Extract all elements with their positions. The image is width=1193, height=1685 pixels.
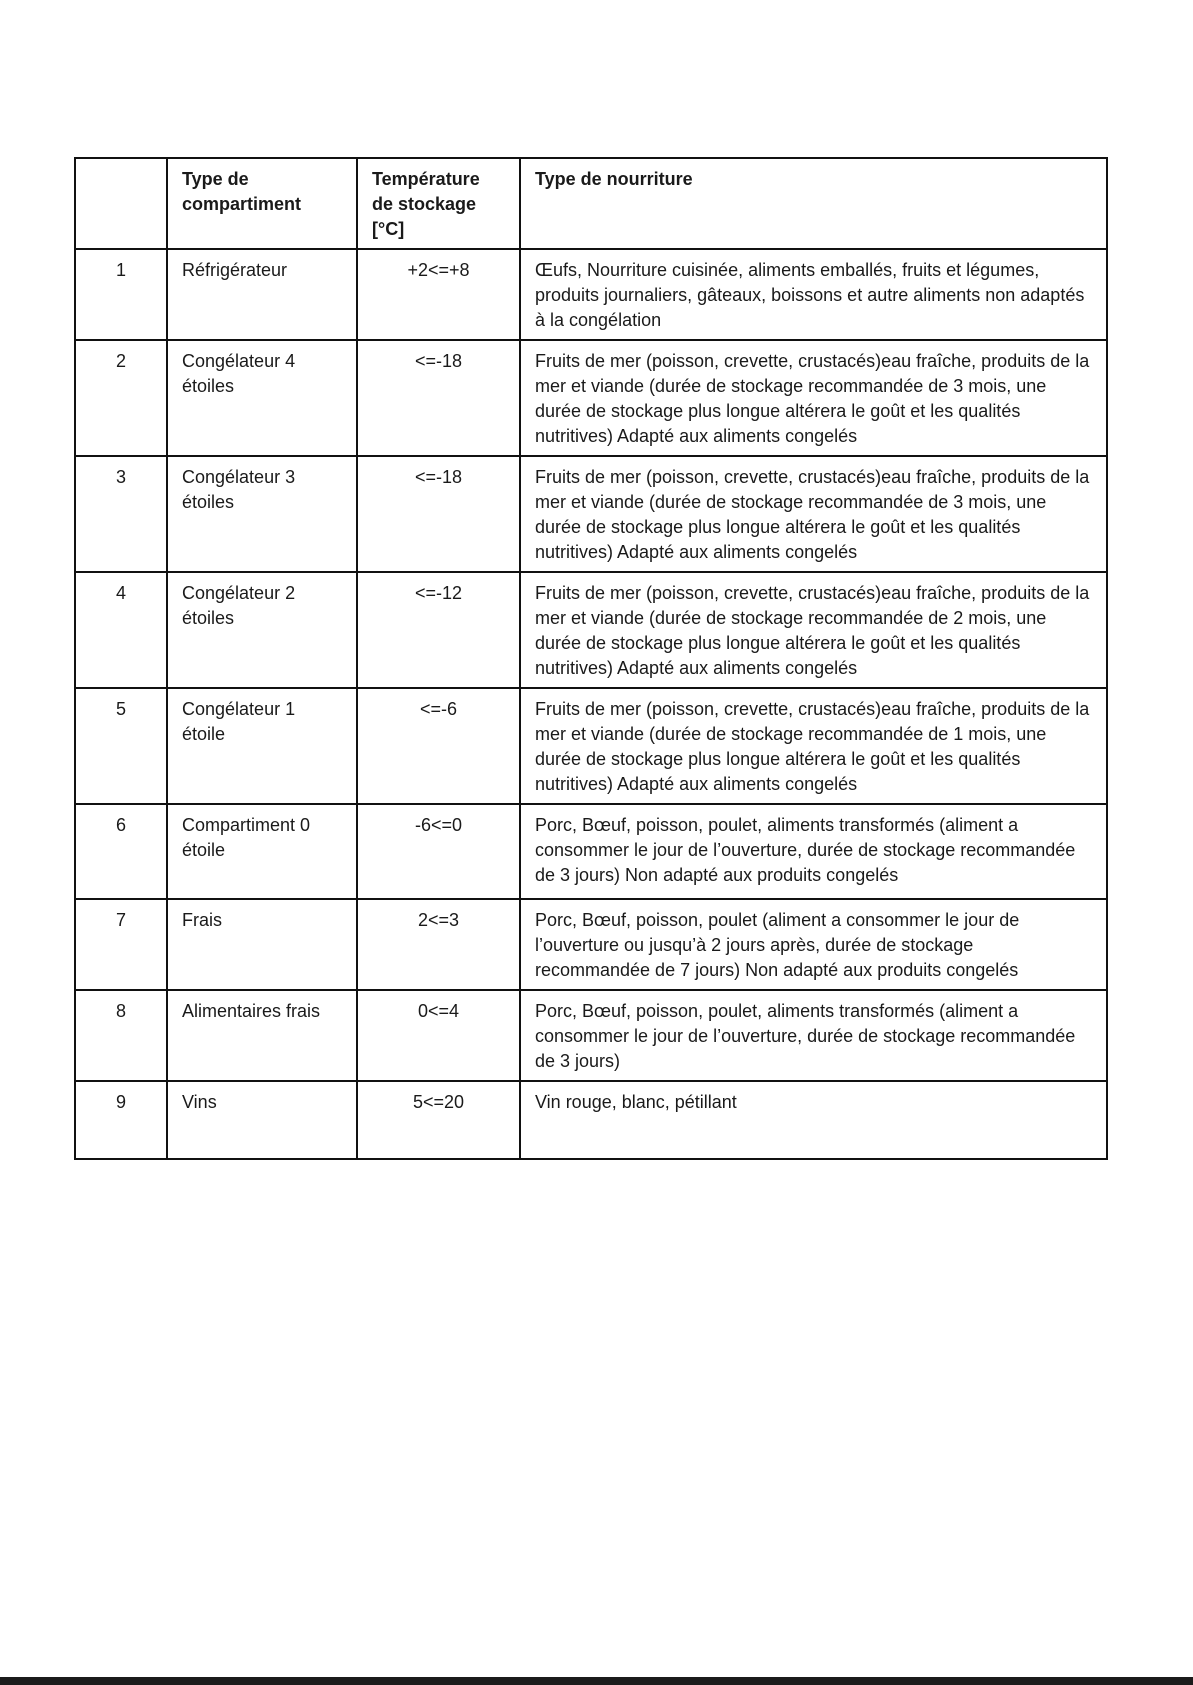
table-header-row [75,158,1107,249]
storage-temperature: +2<=+8 [357,249,520,340]
row-number: 1 [75,249,167,340]
storage-temperature: <=-18 [357,340,520,456]
row-number: 4 [75,572,167,688]
food-type: Vin rouge, blanc, pétillant [520,1081,1107,1159]
storage-temperature: <=-18 [357,456,520,572]
table-row [75,572,1107,688]
storage-temperature: 5<=20 [357,1081,520,1159]
table-row [75,990,1107,1081]
storage-temperature: <=-6 [357,688,520,804]
storage-temperature: 0<=4 [357,990,520,1081]
table-row [75,804,1107,899]
header-num [75,158,167,249]
table-row [75,899,1107,990]
food-type: Fruits de mer (poisson, crevette, crustacés)eau fraîche, produits de la mer et viande (durée de stockage recommandée de 1 mois, une durée de stockage plus longue altérera le goût et les qualités nutritives) Adapté aux aliments congelés [520,688,1107,804]
header-compartment-type: Type de compartiment [167,158,357,249]
food-type: Porc, Bœuf, poisson, poulet, aliments transformés (aliment a consommer le jour de l’ouverture, durée de stockage recommandée de 3 jours) Non adapté aux produits congelés [520,804,1107,899]
compartment-type: Congélateur 3 étoiles [167,456,357,572]
storage-temperature: <=-12 [357,572,520,688]
food-type: Porc, Bœuf, poisson, poulet (aliment a consommer le jour de l’ouverture ou jusqu’à 2 jours après, durée de stockage recommandée de 7 jours) Non adapté aux produits congelés [520,899,1107,990]
table-row [75,340,1107,456]
table-row [75,1081,1107,1159]
compartment-type: Compartiment 0 étoile [167,804,357,899]
storage-temperature: -6<=0 [357,804,520,899]
table-row [75,249,1107,340]
storage-temperature: 2<=3 [357,899,520,990]
food-type: Fruits de mer (poisson, crevette, crustacés)eau fraîche, produits de la mer et viande (durée de stockage recommandée de 2 mois, une durée de stockage plus longue altérera le goût et les qualités nutritives) Adapté aux aliments congelés [520,572,1107,688]
table-row [75,688,1107,804]
food-type: Porc, Bœuf, poisson, poulet, aliments transformés (aliment a consommer le jour de l’ouverture, durée de stockage recommandée de 3 jours) [520,990,1107,1081]
row-number: 3 [75,456,167,572]
compartment-type: Congélateur 2 étoiles [167,572,357,688]
header-food-type: Type de nourriture [520,158,1107,249]
row-number: 9 [75,1081,167,1159]
food-type: Œufs, Nourriture cuisinée, aliments emballés, fruits et légumes, produits journaliers, gâteaux, boissons et autre aliments non adaptés à la congélation [520,249,1107,340]
food-type: Fruits de mer (poisson, crevette, crustacés)eau fraîche, produits de la mer et viande (durée de stockage recommandée de 3 mois, une durée de stockage plus longue altérera le goût et les qualités nutritives) Adapté aux aliments congelés [520,456,1107,572]
table-row [75,456,1107,572]
food-type: Fruits de mer (poisson, crevette, crustacés)eau fraîche, produits de la mer et viande (durée de stockage recommandée de 3 mois, une durée de stockage plus longue altérera le goût et les qualités nutritives) Adapté aux aliments congelés [520,340,1107,456]
compartment-type: Congélateur 1 étoile [167,688,357,804]
compartment-type: Réfrigérateur [167,249,357,340]
page-bottom-edge [0,1677,1193,1685]
row-number: 7 [75,899,167,990]
row-number: 2 [75,340,167,456]
compartment-type: Congélateur 4 étoiles [167,340,357,456]
header-storage-temperature: Température de stockage [°C] [357,158,520,249]
row-number: 5 [75,688,167,804]
row-number: 6 [75,804,167,899]
storage-table [74,157,1108,1160]
compartment-type: Vins [167,1081,357,1159]
compartment-type: Frais [167,899,357,990]
compartment-type: Alimentaires frais [167,990,357,1081]
row-number: 8 [75,990,167,1081]
